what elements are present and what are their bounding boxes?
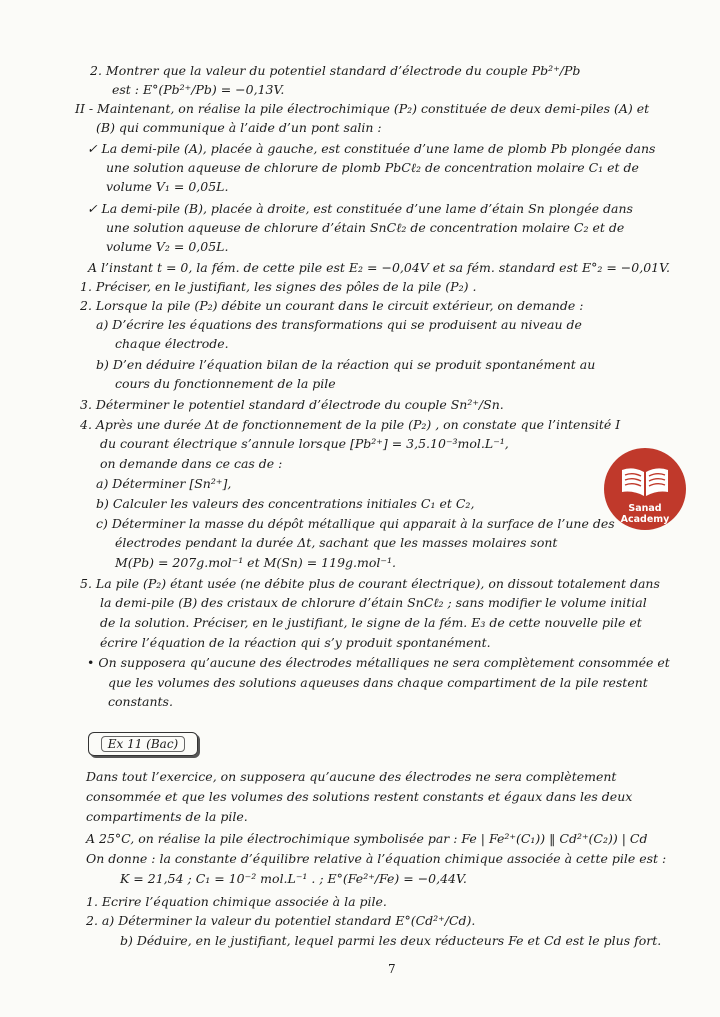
text-line: on demande dans ce cas de : [100, 456, 283, 471]
text-line: b) D’en déduire l’équation bilan de la réaction qui se produit spontanément au [96, 357, 596, 372]
text-line: 2. a) Déterminer la valeur du potentiel standard E°(Cd²⁺/Cd). [86, 913, 476, 928]
text-line: chaque électrode. [115, 336, 229, 351]
text-line: volume V₁ = 0,05L. [106, 179, 229, 194]
text-line: 5. La pile (P₂) étant usée (ne débite plus de courant électrique), on dissout totalement dans [80, 576, 660, 591]
text-line: a) D’écrire les équations des transformations qui se produisent au niveau de [96, 317, 582, 332]
text-line: que les volumes des solutions aqueuses dans chaque compartiment de la pile restent [108, 675, 648, 690]
text-line: M(Pb) = 207g.mol⁻¹ et M(Sn) = 119g.mol⁻¹. [115, 555, 396, 570]
text-line: A 25°C, on réalise la pile électrochimique symbolisée par : Fe | Fe²⁺(C₁)) ‖ Cd²⁺(C₂)) | Cd [86, 831, 648, 846]
page-number: 7 [388, 962, 396, 976]
text-line: 2. Montrer que la valeur du potentiel standard d’électrode du couple Pb²⁺/Pb [90, 63, 581, 78]
text-line: 1. Préciser, en le justifiant, les signes des pôles de la pile (P₂) . [80, 279, 477, 294]
text-line: a) Déterminer [Sn²⁺], [96, 476, 232, 491]
text-line: la demi-pile (B) des cristaux de chlorure d’étain SnCℓ₂ ; sans modifier le volume initial [100, 595, 647, 610]
text-line: Dans tout l’exercice, on supposera qu’aucune des électrodes ne sera complètement [86, 769, 617, 784]
text-line: de la solution. Préciser, en le justifiant, le signe de la fém. E₃ de cette nouvelle pile et [100, 615, 642, 630]
text-line: constants. [108, 694, 173, 709]
text-line: une solution aqueuse de chlorure de plomb PbCℓ₂ de concentration molaire C₁ et de [106, 160, 639, 175]
sanad-academy-logo [604, 448, 686, 530]
text-line: volume V₂ = 0,05L. [106, 239, 229, 254]
text-line: du courant électrique s’annule lorsque [Pb²⁺] = 3,5.10⁻³mol.L⁻¹, [100, 436, 509, 451]
text-line: consommée et que les volumes des solutions restent constants et égaux dans les deux [86, 789, 633, 804]
text-line: écrire l’équation de la réaction qui s’y produit spontanément. [100, 635, 491, 650]
text-line: K = 21,54 ; C₁ = 10⁻² mol.L⁻¹ . ; E°(Fe²⁺/Fe) = −0,44V. [120, 871, 467, 886]
text-line: b) Déduire, en le justifiant, lequel parmi les deux réducteurs Fe et Cd est le plus fort. [120, 933, 662, 948]
text-line: une solution aqueuse de chlorure d’étain SnCℓ₂ de concentration molaire C₂ et de [106, 220, 625, 235]
exercise-title-box [88, 732, 198, 756]
text-line: b) Calculer les valeurs des concentrations initiales C₁ et C₂, [96, 496, 475, 511]
text-line: ✓ La demi-pile (A), placée à gauche, est constituée d’une lame de plomb Pb plongée dans [87, 141, 656, 156]
text-line: ✓ La demi-pile (B), placée à droite, est constituée d’une lame d’étain Sn plongée dans [87, 201, 633, 216]
text-line: 2. Lorsque la pile (P₂) débite un courant dans le circuit extérieur, on demande : [80, 298, 584, 313]
text-line: 3. Déterminer le potentiel standard d’électrode du couple Sn²⁺/Sn. [80, 397, 504, 412]
text-line: électrodes pendant la durée Δt, sachant que les masses molaires sont [115, 535, 558, 550]
text-line: compartiments de la pile. [86, 809, 248, 824]
text-line: c) Déterminer la masse du dépôt métallique qui apparait à la surface de l’une des [96, 516, 615, 531]
text-line: cours du fonctionnement de la pile [115, 376, 336, 391]
text-line: (B) qui communique à l’aide d’un pont salin : [96, 120, 382, 135]
text-line: On donne : la constante d’équilibre relative à l’équation chimique associée à cette pile est : [86, 851, 667, 866]
text-line: II - Maintenant, on réalise la pile électrochimique (P₂) constituée de deux demi-piles (A) et [75, 101, 650, 116]
text-line: 1. Ecrire l’équation chimique associée à la pile. [86, 894, 387, 909]
logo-text: Sanad Academy [620, 503, 670, 525]
text-line: est : E°(Pb²⁺/Pb) = −0,13V. [112, 82, 285, 97]
text-line: • On supposera qu’aucune des électrodes métalliques ne sera complètement consommée et [87, 655, 670, 670]
exercise-title: Ex 11 (Bac) [101, 736, 185, 752]
text-line: 4. Après une durée Δt de fonctionnement de la pile (P₂) , on constate que l’intensité I [80, 417, 621, 432]
text-line: A l’instant t = 0, la fém. de cette pile est E₂ = −0,04V et sa fém. standard est E°₂ = −0,01V. [88, 260, 670, 275]
